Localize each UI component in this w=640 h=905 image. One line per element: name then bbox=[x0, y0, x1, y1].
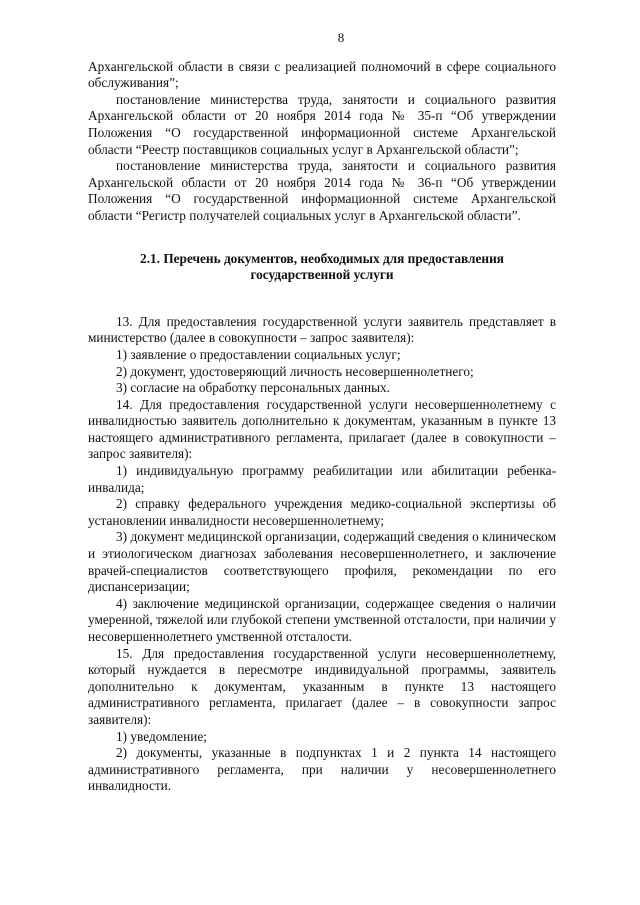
section-heading bbox=[88, 251, 556, 284]
clause-14-item-3: 3) документ медицинской организации, содержащий сведения о клиническом и этиологическом диагнозах заболевания несовершеннолетнего, и заключение врачей-специалистов соответствующего профиля, рекомендации по его диспансеризации; bbox=[88, 529, 556, 595]
section-heading-line-2: государственной услуги bbox=[250, 267, 394, 283]
clause-14-item-1: 1) индивидуальную программу реабилитации или абилитации ребенка-инвалида; bbox=[88, 463, 556, 495]
clause-13-item-1: 1) заявление о предоставлении социальных услуг; bbox=[116, 346, 401, 362]
intro-paragraph-3: постановление министерства труда, занятости и социального развития Архангельской области от 20 ноября 2014 года № 36-п “Об утверждении Положения “О государственной информационной системе Архангельской области “Регистр получателей социальных услуг в Архангельской области”. bbox=[88, 158, 556, 223]
clause-13: 13. Для предоставления государственной услуги заявитель представляет в министерство (далее в совокупности – запрос заявителя): bbox=[88, 313, 556, 346]
clause-13-item-2: 2) документ, удостоверяющий личность несовершеннолетнего; bbox=[116, 363, 474, 379]
clause-13-item-3: 3) согласие на обработку персональных данных. bbox=[116, 380, 390, 396]
page-number: 8 bbox=[337, 30, 345, 45]
clause-15: 15. Для предоставления государственной услуги несовершеннолетнему, который нуждается в пересмотре индивидуальной программы, заявитель дополнительно к документам, указанным в пункте 13 настоящего административного регламента, прилагает (далее – в совокупности запрос заявителя): bbox=[88, 645, 556, 727]
section-heading-line-1: 2.1. Перечень документов, необходимых для предоставления bbox=[140, 250, 504, 266]
clause-14-item-2: 2) справку федерального учреждения медико-социальной экспертизы об установлении инвалидности несовершеннолетнему; bbox=[88, 496, 556, 528]
document-page bbox=[88, 30, 556, 795]
clause-14: 14. Для предоставления государственной услуги несовершеннолетнему с инвалидностью заявитель дополнительно к документам, указанным в пункте 13 настоящего административного регламента, прилагает (далее в совокупности – запрос заявителя): bbox=[88, 396, 556, 462]
intro-paragraph-1: Архангельской области в связи с реализацией полномочий в сфере социального обслуживания”; bbox=[88, 58, 556, 91]
clause-15-item-2: 2) документы, указанные в подпунктах 1 и 2 пункта 14 настоящего административного регламента, при наличии у несовершеннолетнего инвалидности. bbox=[88, 745, 556, 794]
clause-15-item-1: 1) уведомление; bbox=[116, 728, 207, 744]
clause-14-item-4: 4) заключение медицинской организации, содержащее сведения о наличии умеренной, тяжелой или глубокой степени умственной отсталости, при наличии у несовершеннолетнего умственной отсталости. bbox=[88, 595, 556, 644]
intro-paragraph-2: постановление министерства труда, занятости и социального развития Архангельской области от 20 ноября 2014 года № 35-п “Об утверждении Положения “О государственной информационной системе Архангельской области “Реестр поставщиков социальных услуг в Архангельской области”; bbox=[88, 91, 556, 157]
